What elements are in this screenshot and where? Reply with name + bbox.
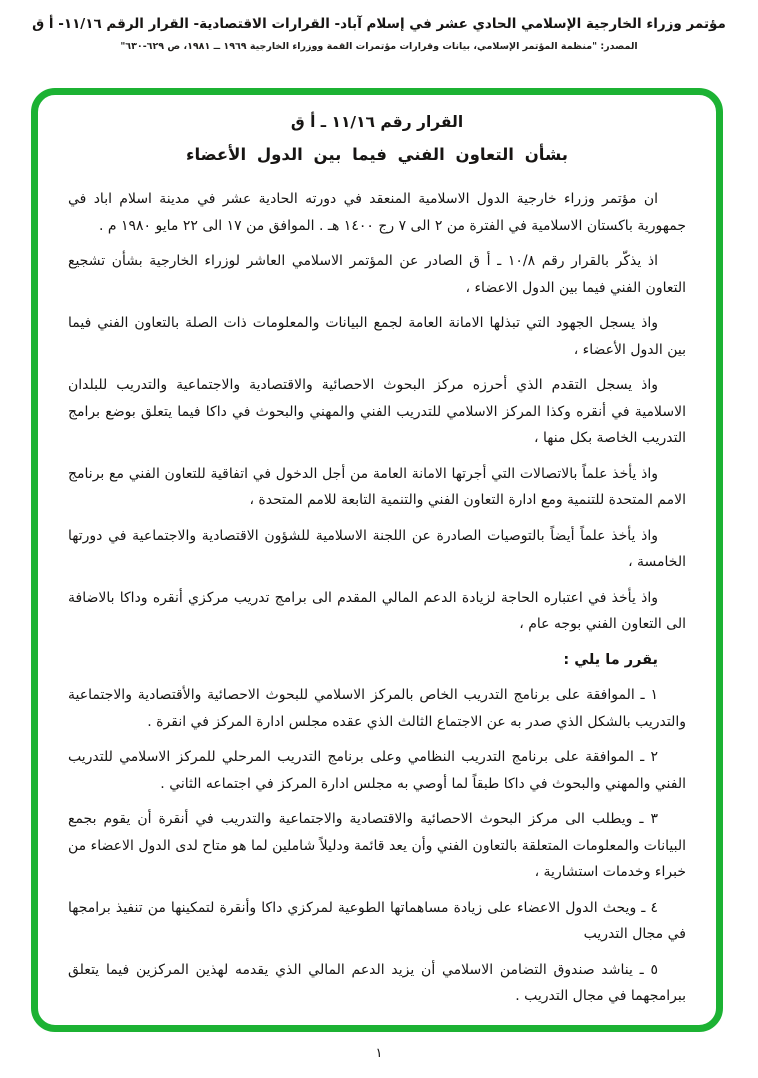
- preamble-section: [68, 186, 686, 638]
- decisions-section: [68, 682, 686, 1010]
- resolution-subject-line: بشأن التعاون الفني فيما بين الدول الأعضاء: [186, 145, 568, 164]
- decision-item: ١ ـ الموافقة على برنامج التدريب الخاص بالمركز الاسلامي للبحوث الاحصائية والأقتصادية والاجتماعية والتدريب بالشكل الذي صدر به عن الاجتماع الثالث الذي عقده مجلس ادارة المركز في انقرة .: [68, 687, 686, 730]
- preamble-paragraph: واذ يأخذ علماً أيضاً بالتوصيات الصادرة عن اللجنة الاسلامية للشؤون الاقتصادية والاجتماعية في دورتها الخامسة ،: [68, 527, 686, 570]
- preamble-paragraph: واذ يسجل التقدم الذي أحرزه مركز البحوث الاحصائية والاقتصادية والاجتماعية والتدريب للبلدان الاسلامية في أنقره وكذا المركز الاسلامي للتدريب الفني والمهني والبحوث في داكا فيما يتعلق بوضع برامج التدريب الخاصة بكل منها ،: [68, 377, 686, 446]
- resolution-body: [68, 186, 686, 1010]
- preamble-paragraph: واذ يأخذ علماً بالاتصالات التي أجرتها الامانة العامة من أجل الدخول في اتفاقية للتعاون الفني مع برنامج الامم المتحدة للتنمية ومع ادارة التعاون الفني والتنمية التابعة للامم المتحدة ،: [68, 465, 686, 508]
- decision-item: ٥ ـ يناشد صندوق التضامن الاسلامي أن يزيد الدعم المالي الذي يقدمه لهذين المركزين فيما يتعلق ببرامجهما في مجال التدريب .: [68, 961, 686, 1004]
- decision-item: ٢ ـ الموافقة على برنامج التدريب النظامي وعلى برنامج التدريب المرحلي للمركز الاسلامي للتدريب الفني والمهني والبحوث في داكا طبقاً لما أوصي به مجلس ادارة المركز في اجتماعه الثاني .: [68, 749, 686, 792]
- resolution-border: [31, 88, 723, 1032]
- preamble-paragraph: واذ يأخذ في اعتباره الحاجة لزيادة الدعم المالي المقدم الى برامج تدريب مركزي أنقره وداكا بالاضافة الى التعاون الفني بوجه عام ،: [68, 589, 686, 632]
- decision-item: ٤ ـ ويحث الدول الاعضاء على زيادة مساهماتها الطوعية لمركزي داكا وأنقرة لتمكينها من تنفيذ برامجها في مجال التدريب: [68, 899, 686, 942]
- preamble-paragraph: اذ يذكّر بالقرار رقم ١٠/٨ ـ أ ق الصادر عن المؤتمر الاسلامي العاشر لوزراء الخارجية بشأن تشجيع التعاون الفني فيما بين الدول الاعضاء ،: [68, 253, 686, 296]
- source-citation: المصدر: "منظمة المؤتمر الإسلامي، بيانات وقرارات مؤتمرات القمة ووزراء الخارجية ١٩٦٩ ــ ١٩٨١، ص ٦٢٩-٦٣٠": [120, 41, 638, 52]
- preamble-paragraph: ان مؤتمر وزراء خارجية الدول الاسلامية المنعقد في دورته الحادية عشر في مدينة اسلام اباد في جمهورية باكستان الاسلامية في الفترة من ٢ الى ٧ رج ١٤٠٠ هـ . الموافق من ١٧ الى ٢٢ مايو ١٩٨٠ م .: [68, 191, 686, 234]
- page-header: [0, 14, 758, 52]
- conference-header-title: مؤتمر وزراء الخارجية الإسلامي الحادي عشر في إسلام آباد- القرارات الاقتصادية- القرار الرقم ١١/١٦- أ ق: [32, 16, 726, 32]
- resolution-number-line: القرار رقم ١١/١٦ ـ أ ق: [290, 113, 464, 131]
- decision-item: ٣ ـ ويطلب الى مركز البحوث الاحصائية والاقتصادية والاجتماعية والتدريب في أنقرة أن يقوم بجمع البيانات والمعلومات المتعلقة بالتعاون الفني وأن يعد قائمة ودليلاً شاملين لما هو متاح لدى الدول الاعضاء من خبراء وخدمات استشارية ،: [68, 811, 686, 880]
- page-number: ١: [375, 1046, 383, 1061]
- decides-lead-in: يقرر ما يلي :: [563, 651, 658, 668]
- preamble-paragraph: واذ يسجل الجهود التي تبذلها الامانة العامة لجمع البيانات والمعلومات ذات الصلة بالتعاون الفني فيما بين الدول الأعضاء ،: [68, 315, 686, 358]
